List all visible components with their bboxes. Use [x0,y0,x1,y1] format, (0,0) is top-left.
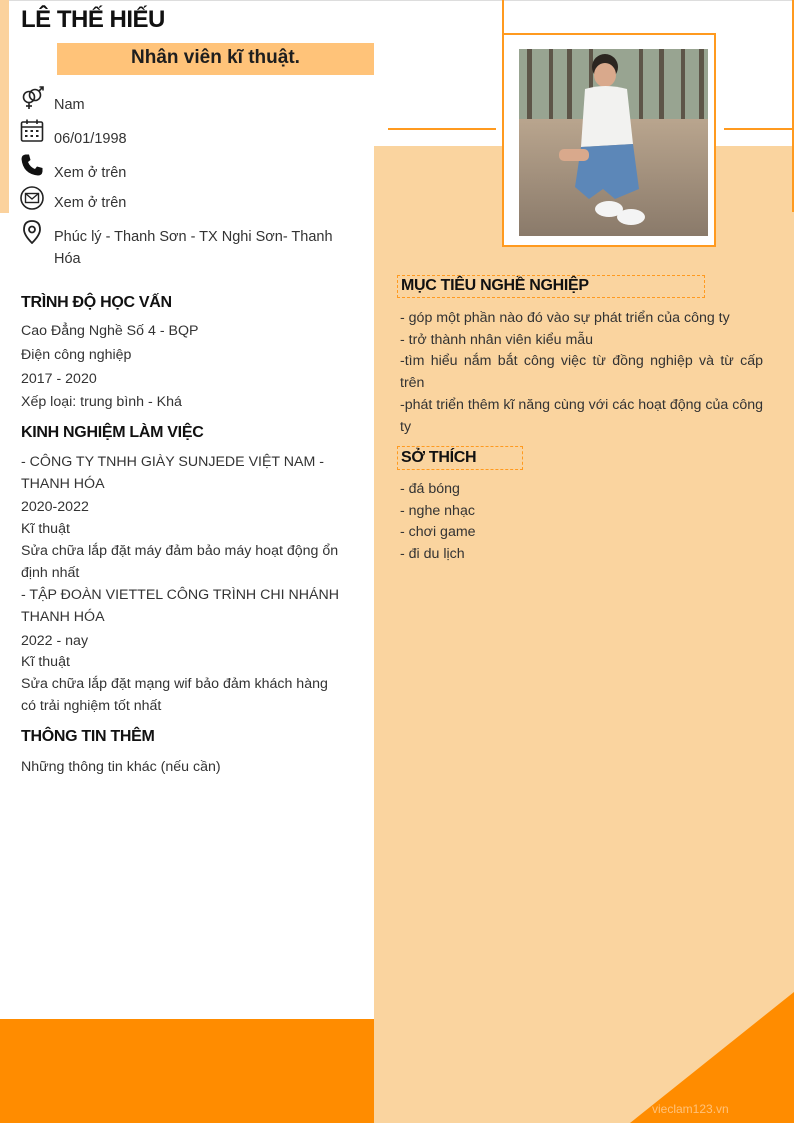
email-icon [20,186,44,210]
photo-left-line [388,128,496,130]
experience-role-1: Kĩ thuật [21,521,70,537]
birthdate-text: 06/01/1998 [54,131,127,147]
experience-company-2: - TẬP ĐOÀN VIETTEL CÔNG TRÌNH CHI NHÁNH THANH HÓA [21,587,339,625]
address-text: Phúc lý - Thanh Sơn - TX Nghi Sơn- Thanh Hóa [54,229,333,267]
objective-title: MỤC TIÊU NGHỀ NGHIỆP [401,277,589,294]
experience-period-2: 2022 - nay [21,633,89,649]
hobby-item: - chơi game [400,524,476,540]
objective-line-3: -tìm hiểu nắm bắt công việc từ đồng nghiệp và từ cấp trên [400,353,763,391]
objective-line-2: - trở thành nhân viên kiểu mẫu [400,332,594,348]
experience-period-1: 2020-2022 [21,499,89,515]
bottom-orange-band [0,1019,374,1123]
hobby-item: - đá bóng [400,481,460,497]
calendar-icon [20,119,44,143]
experience-role-2: Kĩ thuật [21,654,70,670]
gender-icon [20,86,44,110]
education-title: TRÌNH ĐỘ HỌC VẤN [21,294,172,311]
extra-info-title: THÔNG TIN THÊM [21,728,155,745]
phone-icon [20,153,44,177]
phone-text: Xem ở trên [54,165,127,181]
page-top-border [0,0,794,1]
education-period: 2017 - 2020 [21,371,97,387]
experience-description-2: Sửa chữa lắp đặt mạng wif bảo đảm khách hàng có trải nghiệm tốt nhất [21,676,328,714]
watermark: vieclam123.vn [652,1102,729,1116]
experience-description-1: Sửa chữa lắp đặt máy đảm bảo máy hoạt động ổn định nhất [21,543,339,581]
job-title: Nhân viên kĩ thuật. [131,47,300,68]
objective-line-4: -phát triển thêm kĩ năng cùng với các hoạt động của công ty [400,397,763,435]
candidate-name: LÊ THẾ HIẾU [21,6,165,33]
education-major: Điện công nghiệp [21,347,132,363]
experience-title: KINH NGHIỆM LÀM VIỆC [21,424,204,441]
photo-hanger-line [502,0,504,33]
hobbies-title: SỞ THÍCH [401,449,477,466]
hobby-item: - đi du lịch [400,546,465,562]
photo-right-line [724,128,794,130]
hobby-item: - nghe nhạc [400,503,475,519]
left-accent-bar [0,0,9,213]
location-pin-icon [20,220,44,244]
education-school: Cao Đẳng Nghề Số 4 - BQP [21,323,199,339]
profile-photo [519,49,708,236]
education-grade: Xếp loại: trung bình - Khá [21,394,182,410]
email-text: Xem ở trên [54,195,127,211]
gender-text: Nam [54,97,85,113]
extra-info-text: Những thông tin khác (nếu cần) [21,759,221,775]
experience-company-1: - CÔNG TY TNHH GIÀY SUNJEDE VIỆT NAM - THANH HÓA [21,454,324,492]
objective-line-1: - góp một phần nào đó vào sự phát triển của công ty [400,310,730,326]
